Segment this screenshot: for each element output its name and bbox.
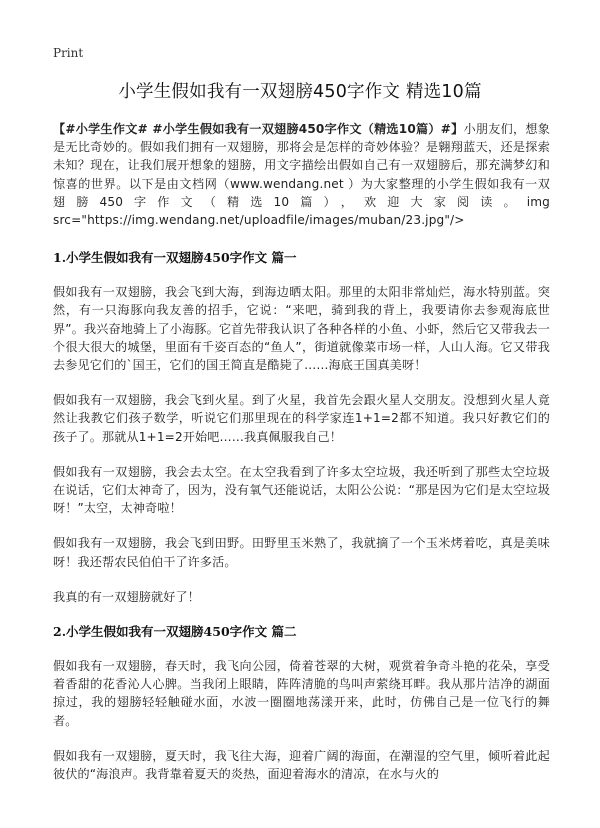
section-1-paragraph-2: 假如我有一双翅膀，我会飞到火星。到了火星，我首先会跟火星人交朋友。没想到火星人竟然让我教它们孩子数学，听说它们那里现在的科学家连1+1=2都不知道。我只好教它们的孩子了。那就从1+1=2开始吧……我真佩服我自己！	[53, 393, 550, 444]
section-heading-2: 2.小学生假如我有一双翅膀450字作文 篇二	[53, 624, 297, 640]
print-label: Print	[53, 46, 84, 60]
intro-tag: 【#小学生作文# #小学生假如我有一双翅膀450字作文（精选10篇）#】	[53, 122, 464, 136]
section-1-paragraph-3: 假如我有一双翅膀，我会去太空。在太空我看到了许多太空垃圾，我还听到了那些太空垃圾在说话，它们太神奇了，因为，没有氧气还能说话，太阳公公说：“那是因为它们是太空垃圾呀！”太空，太神奇啦！	[53, 464, 550, 516]
section-1-paragraph-1: 假如我有一双翅膀，我会飞到大海，到海边晒太阳。那里的太阳非常灿烂，海水特别蓝。突然，有一只海豚向我友善的招手，它说：“来吧，骑到我的背上，我要请你去参观海底世界”。我兴奋地骑上了小海豚。它首先带我认识了各种各样的小鱼、小虾，然后它又带我去一个很大很大的城堡，里面有千姿百态的“鱼人”，街道就像菜市场一样，人山人海。它又带我去参见它们的`国王，它们的国王简直是酷毙了……海底王国真美呀！	[53, 285, 550, 373]
section-2-paragraph-1: 假如我有一双翅膀，春天时，我飞向公园，倚着苍翠的大树，观赏着争奇斗艳的花朵，享受着香甜的花香沁人心脾。当我闭上眼睛，阵阵清脆的鸟叫声萦绕耳畔。我从那片洁净的湖面掠过，我的翅膀轻轻触碰水面，水波一圈圈地荡漾开来，此时，仿佛自己是一位飞行的舞者。	[53, 659, 550, 728]
section-heading-1: 1.小学生假如我有一双翅膀450字作文 篇一	[53, 250, 297, 266]
document-body	[53, 120, 550, 800]
page-title: 小学生假如我有一双翅膀450字作文 精选10篇	[118, 82, 482, 102]
intro-paragraph	[53, 120, 550, 229]
section-2-paragraph-2: 假如我有一双翅膀，夏天时，我飞往大海，迎着广阔的海面，在潮湿的空气里，倾听着此起彼伏的“海浪声。我背靠着夏天的炎热，面迎着海水的清凉，在水与火的	[53, 748, 550, 782]
intro-text: 小朋友们，想象是无比奇妙的。假如我们拥有一双翅膀，那将会是怎样的奇妙体验？是翱翔蓝天，还是探索未知？现在，让我们展开想象的翅膀，用文字描绘出假如自己有一双翅膀后，那充满梦幻和惊喜的世界。以下是由文档网（www.wendang.net ）为大家整理的小学生假如我有一双翅膀450字作文（精选10篇），欢迎大家阅读。img src="https://img.wendang.net/uploadfile/images/muban/23.jpg"/>	[53, 122, 550, 228]
section-1-paragraph-4: 假如我有一双翅膀，我会飞到田野。田野里玉米熟了，我就摘了一个玉米烤着吃，真是美味呀！我还帮农民伯伯干了许多活。	[53, 536, 550, 569]
section-1-paragraph-5: 我真的有一双翅膀就好了！	[53, 589, 200, 604]
